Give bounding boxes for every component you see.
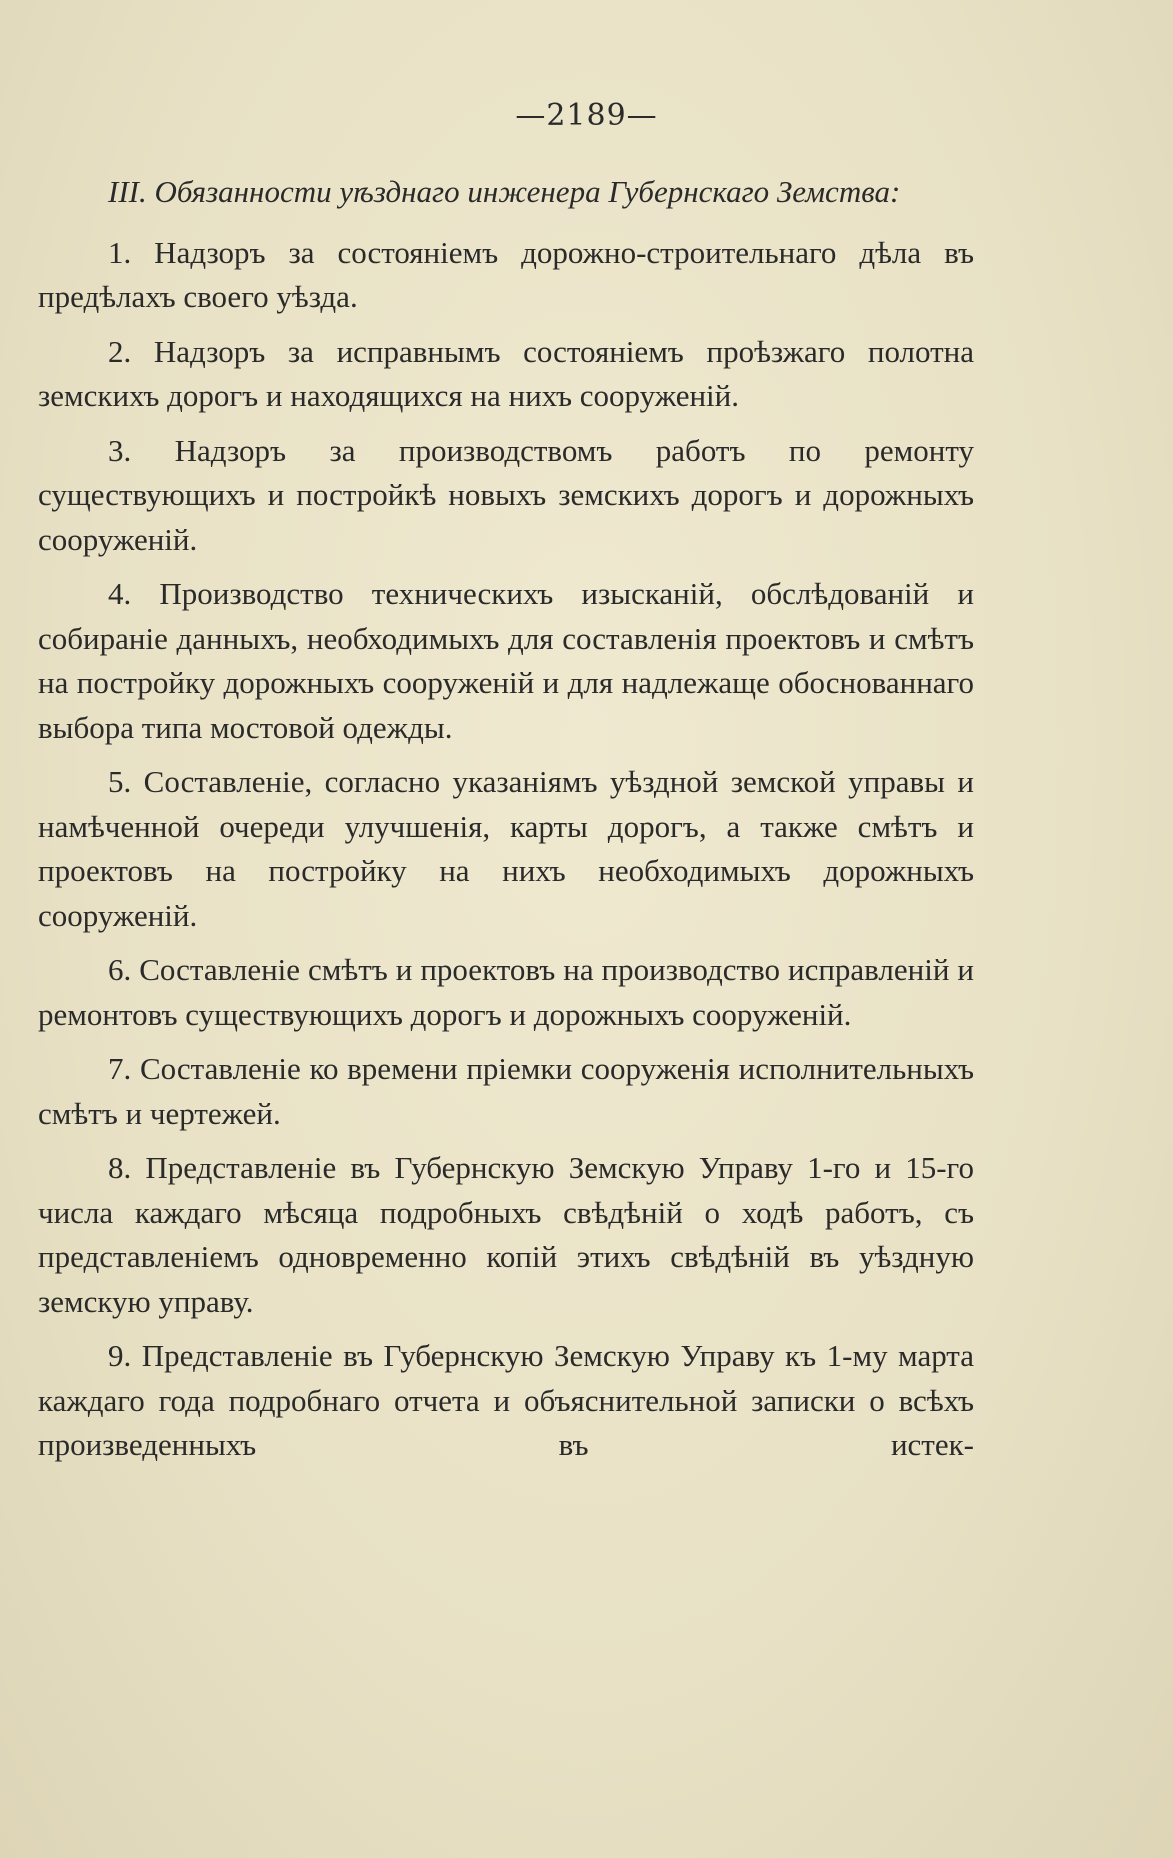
list-item-2: 2. Надзоръ за исправнымъ состояніемъ проѣзжаго полотна земскихъ дорогъ и находящихся на нихъ сооруженій. <box>38 333 974 413</box>
page-body <box>38 170 974 1478</box>
list-item-9: 9. Представленіе въ Губернскую Земскую Управу къ 1-му марта каждаго года подробнаго отчета и объяснительной записки о всѣхъ произведенныхъ въ истек- <box>38 1338 974 1462</box>
list-item-3: 3. Надзоръ за производствомъ работъ по ремонту существующихъ и постройкѣ новыхъ земскихъ дорогъ и дорожныхъ сооруженій. <box>38 432 974 557</box>
section-heading: III. Обязанности уѣзднаго инженера Губернскаго Земства: <box>108 174 901 209</box>
list-item-6: 6. Составленіе смѣтъ и проектовъ на производство исправленій и ремонтовъ существующихъ дорогъ и дорожныхъ сооруженій. <box>38 952 974 1032</box>
list-item-4: 4. Производство техническихъ изысканій, обслѣдованій и собираніе данныхъ, необходимыхъ для составленія проектовъ и смѣтъ на постройку дорожныхъ сооруженій и для надлежаще обоснованнаго выбора типа мостовой одежды. <box>38 576 974 745</box>
page-number: —2189— <box>515 98 658 133</box>
list-item-7: 7. Составленіе ко времени пріемки сооруженія исполнительныхъ смѣтъ и чертежей. <box>38 1051 974 1131</box>
list-item-1: 1. Надзоръ за состояніемъ дорожно-строительнаго дѣла въ предѣлахъ своего уѣзда. <box>38 234 974 314</box>
list-item-5: 5. Составленіе, согласно указаніямъ уѣздной земской управы и намѣченной очереди улучшенія, карты дорогъ, а также смѣтъ и проектовъ на постройку на нихъ необходимыхъ дорожныхъ сооруженій. <box>38 764 974 933</box>
list-item-8: 8. Представленіе въ Губернскую Земскую Управу 1-го и 15-го числа каждаго мѣсяца подробныхъ свѣдѣній о ходѣ работъ, съ представленіемъ одновременно копій этихъ свѣдѣній въ уѣздную земскую управу. <box>38 1150 974 1319</box>
